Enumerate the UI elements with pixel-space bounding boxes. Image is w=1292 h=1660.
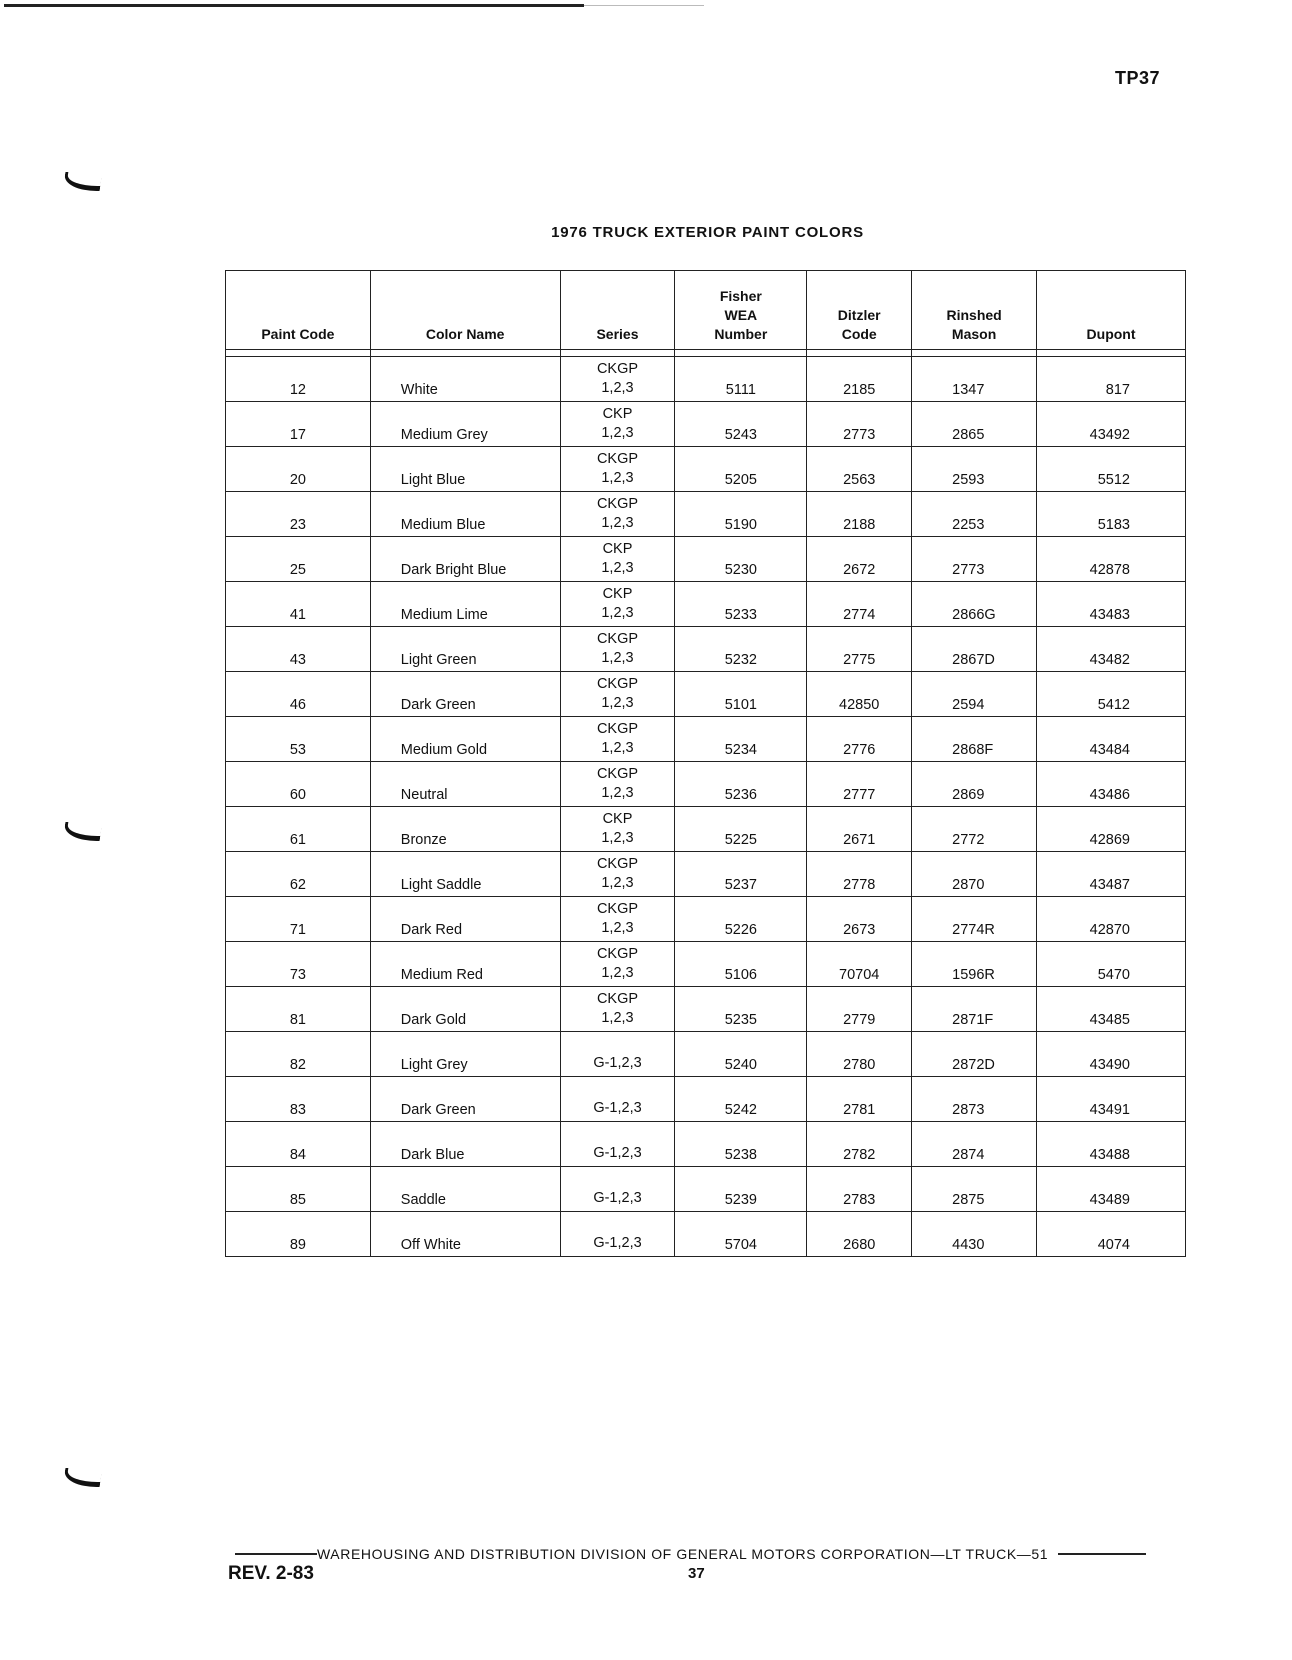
series-numbers: 1,2,3 bbox=[601, 605, 634, 621]
cell-dupont: 817 bbox=[1037, 357, 1186, 402]
cell-paint-code: 62 bbox=[226, 852, 371, 897]
top-edge-rule-faint bbox=[584, 5, 704, 6]
cell-dupont: 43485 bbox=[1037, 987, 1186, 1032]
cell-color-name: Dark Green bbox=[370, 672, 560, 717]
series-numbers: G-1,2,3 bbox=[593, 1235, 642, 1251]
cell-paint-code: 60 bbox=[226, 762, 371, 807]
cell-paint-code: 85 bbox=[226, 1167, 371, 1212]
series-numbers: 1,2,3 bbox=[601, 740, 634, 756]
series-models: CKP bbox=[602, 586, 633, 602]
cell-paint-code: 20 bbox=[226, 447, 371, 492]
cell-dupont: 5470 bbox=[1037, 942, 1186, 987]
cell-rinshed-mason: 2872D bbox=[912, 1032, 1037, 1077]
cell-dupont: 43491 bbox=[1037, 1077, 1186, 1122]
cell-ditzler-code: 70704 bbox=[807, 942, 912, 987]
header-rinshed-line1: Rinshed bbox=[946, 307, 1002, 323]
cell-series bbox=[560, 1077, 675, 1122]
header-color-name: Color Name bbox=[370, 271, 560, 350]
series-models: CKP bbox=[602, 811, 633, 827]
cell-color-name: Neutral bbox=[370, 762, 560, 807]
paint-colors-table bbox=[225, 270, 1186, 1257]
cell-series bbox=[560, 807, 675, 852]
series-numbers: G-1,2,3 bbox=[593, 1190, 642, 1206]
series-numbers: 1,2,3 bbox=[601, 785, 634, 801]
cell-rinshed-mason: 2865 bbox=[912, 402, 1037, 447]
cell-rinshed-mason: 1347 bbox=[912, 357, 1037, 402]
cell-rinshed-mason: 2866G bbox=[912, 582, 1037, 627]
cell-ditzler-code: 2776 bbox=[807, 717, 912, 762]
series-models: CKGP bbox=[596, 676, 639, 692]
cell-color-name: Dark Gold bbox=[370, 987, 560, 1032]
cell-fisher-wea-number: 5230 bbox=[675, 537, 807, 582]
footer-revision: REV. 2-83 bbox=[228, 1563, 314, 1584]
header-ditzler-line1: Ditzler bbox=[837, 307, 881, 323]
series-numbers: 1,2,3 bbox=[601, 875, 634, 891]
cell-series bbox=[560, 537, 675, 582]
cell-ditzler-code: 2780 bbox=[807, 1032, 912, 1077]
cell-series bbox=[560, 672, 675, 717]
cell-paint-code: 53 bbox=[226, 717, 371, 762]
cell-dupont: 43483 bbox=[1037, 582, 1186, 627]
cell-series bbox=[560, 762, 675, 807]
cell-paint-code: 46 bbox=[226, 672, 371, 717]
series-models: CKGP bbox=[596, 631, 639, 647]
footer-division-text: WAREHOUSING AND DISTRIBUTION DIVISION OF GENERAL MOTORS CORPORATION—LT TRUCK—51 bbox=[317, 1546, 1049, 1562]
cell-ditzler-code: 2672 bbox=[807, 537, 912, 582]
cell-paint-code: 83 bbox=[226, 1077, 371, 1122]
cell-rinshed-mason: 2871F bbox=[912, 987, 1037, 1032]
table-spacer-row bbox=[226, 350, 1186, 357]
cell-dupont: 43492 bbox=[1037, 402, 1186, 447]
header-fisher-wea-number bbox=[675, 271, 807, 350]
cell-dupont: 43487 bbox=[1037, 852, 1186, 897]
cell-ditzler-code: 2185 bbox=[807, 357, 912, 402]
cell-fisher-wea-number: 5106 bbox=[675, 942, 807, 987]
cell-ditzler-code: 2680 bbox=[807, 1212, 912, 1257]
series-models: CKGP bbox=[596, 991, 639, 1007]
cell-rinshed-mason: 2594 bbox=[912, 672, 1037, 717]
table-row bbox=[226, 717, 1186, 762]
cell-color-name: Light Blue bbox=[370, 447, 560, 492]
cell-series bbox=[560, 492, 675, 537]
table-row bbox=[226, 627, 1186, 672]
cell-rinshed-mason: 2875 bbox=[912, 1167, 1037, 1212]
cell-fisher-wea-number: 5242 bbox=[675, 1077, 807, 1122]
header-series: Series bbox=[560, 271, 675, 350]
cell-series bbox=[560, 987, 675, 1032]
series-models: CKGP bbox=[596, 766, 639, 782]
series-models: CKGP bbox=[596, 946, 639, 962]
cell-ditzler-code: 2783 bbox=[807, 1167, 912, 1212]
table-row bbox=[226, 942, 1186, 987]
cell-paint-code: 82 bbox=[226, 1032, 371, 1077]
cell-color-name: Light Saddle bbox=[370, 852, 560, 897]
cell-rinshed-mason: 2772 bbox=[912, 807, 1037, 852]
cell-dupont: 43489 bbox=[1037, 1167, 1186, 1212]
header-paint-code: Paint Code bbox=[226, 271, 371, 350]
cell-series bbox=[560, 1212, 675, 1257]
cell-fisher-wea-number: 5704 bbox=[675, 1212, 807, 1257]
cell-fisher-wea-number: 5225 bbox=[675, 807, 807, 852]
series-numbers: 1,2,3 bbox=[601, 1010, 634, 1026]
cell-rinshed-mason: 1596R bbox=[912, 942, 1037, 987]
cell-color-name: Dark Red bbox=[370, 897, 560, 942]
table-row bbox=[226, 1122, 1186, 1167]
cell-series bbox=[560, 852, 675, 897]
table-row bbox=[226, 1077, 1186, 1122]
cell-dupont: 42869 bbox=[1037, 807, 1186, 852]
cell-dupont: 43490 bbox=[1037, 1032, 1186, 1077]
table-row bbox=[226, 492, 1186, 537]
cell-fisher-wea-number: 5190 bbox=[675, 492, 807, 537]
table-row bbox=[226, 537, 1186, 582]
series-numbers: 1,2,3 bbox=[601, 695, 634, 711]
cell-paint-code: 71 bbox=[226, 897, 371, 942]
table-header-row bbox=[226, 271, 1186, 350]
table-row bbox=[226, 987, 1186, 1032]
cell-paint-code: 61 bbox=[226, 807, 371, 852]
header-dupont: Dupont bbox=[1037, 271, 1186, 350]
cell-ditzler-code: 2778 bbox=[807, 852, 912, 897]
cell-ditzler-code: 2188 bbox=[807, 492, 912, 537]
cell-ditzler-code: 2779 bbox=[807, 987, 912, 1032]
cell-rinshed-mason: 2870 bbox=[912, 852, 1037, 897]
series-models: CKGP bbox=[596, 361, 639, 377]
cell-color-name: Medium Blue bbox=[370, 492, 560, 537]
cell-ditzler-code: 2673 bbox=[807, 897, 912, 942]
cell-dupont: 43486 bbox=[1037, 762, 1186, 807]
header-ditzler-code bbox=[807, 271, 912, 350]
series-numbers: 1,2,3 bbox=[601, 380, 634, 396]
cell-color-name: Dark Green bbox=[370, 1077, 560, 1122]
cell-dupont: 42870 bbox=[1037, 897, 1186, 942]
page-id: TP37 bbox=[1115, 68, 1161, 88]
cell-ditzler-code: 2671 bbox=[807, 807, 912, 852]
cell-rinshed-mason: 2869 bbox=[912, 762, 1037, 807]
cell-color-name: Medium Lime bbox=[370, 582, 560, 627]
cell-rinshed-mason: 2873 bbox=[912, 1077, 1037, 1122]
cell-color-name: Light Grey bbox=[370, 1032, 560, 1077]
cell-fisher-wea-number: 5101 bbox=[675, 672, 807, 717]
cell-dupont: 43488 bbox=[1037, 1122, 1186, 1167]
header-fisher-line2: WEA bbox=[724, 307, 758, 323]
cell-color-name: Dark Blue bbox=[370, 1122, 560, 1167]
cell-paint-code: 12 bbox=[226, 357, 371, 402]
cell-ditzler-code: 2563 bbox=[807, 447, 912, 492]
cell-ditzler-code: 42850 bbox=[807, 672, 912, 717]
cell-ditzler-code: 2773 bbox=[807, 402, 912, 447]
series-numbers: 1,2,3 bbox=[601, 830, 634, 846]
series-numbers: 1,2,3 bbox=[601, 515, 634, 531]
table-row bbox=[226, 807, 1186, 852]
table-row bbox=[226, 897, 1186, 942]
footer-division-line bbox=[235, 1546, 1185, 1562]
cell-dupont: 4074 bbox=[1037, 1212, 1186, 1257]
series-numbers: 1,2,3 bbox=[601, 650, 634, 666]
cell-ditzler-code: 2782 bbox=[807, 1122, 912, 1167]
cell-rinshed-mason: 2773 bbox=[912, 537, 1037, 582]
series-numbers: 1,2,3 bbox=[601, 920, 634, 936]
footer-page-number: 37 bbox=[688, 1565, 705, 1582]
cell-paint-code: 17 bbox=[226, 402, 371, 447]
series-models: CKGP bbox=[596, 721, 639, 737]
cell-paint-code: 81 bbox=[226, 987, 371, 1032]
binder-punch-mark bbox=[63, 822, 103, 841]
cell-series bbox=[560, 447, 675, 492]
cell-rinshed-mason: 2593 bbox=[912, 447, 1037, 492]
cell-color-name: Off White bbox=[370, 1212, 560, 1257]
cell-rinshed-mason: 2253 bbox=[912, 492, 1037, 537]
cell-rinshed-mason: 2774R bbox=[912, 897, 1037, 942]
cell-fisher-wea-number: 5243 bbox=[675, 402, 807, 447]
cell-color-name: Medium Red bbox=[370, 942, 560, 987]
cell-fisher-wea-number: 5111 bbox=[675, 357, 807, 402]
cell-fisher-wea-number: 5232 bbox=[675, 627, 807, 672]
cell-paint-code: 89 bbox=[226, 1212, 371, 1257]
cell-fisher-wea-number: 5205 bbox=[675, 447, 807, 492]
cell-ditzler-code: 2777 bbox=[807, 762, 912, 807]
table-row bbox=[226, 402, 1186, 447]
cell-series bbox=[560, 717, 675, 762]
binder-punch-mark bbox=[63, 1468, 103, 1487]
header-fisher-line3: Number bbox=[714, 326, 768, 342]
cell-fisher-wea-number: 5238 bbox=[675, 1122, 807, 1167]
header-rinshed-mason bbox=[912, 271, 1037, 350]
table-row bbox=[226, 852, 1186, 897]
table-row bbox=[226, 762, 1186, 807]
cell-rinshed-mason: 2867D bbox=[912, 627, 1037, 672]
cell-dupont: 43482 bbox=[1037, 627, 1186, 672]
top-edge-rule bbox=[4, 4, 584, 7]
cell-series bbox=[560, 402, 675, 447]
cell-series bbox=[560, 357, 675, 402]
cell-dupont: 5183 bbox=[1037, 492, 1186, 537]
header-rinshed-line2: Mason bbox=[951, 326, 997, 342]
table-row bbox=[226, 1212, 1186, 1257]
footer-rule-left bbox=[235, 1553, 317, 1555]
table-row bbox=[226, 447, 1186, 492]
cell-paint-code: 43 bbox=[226, 627, 371, 672]
table-row bbox=[226, 1032, 1186, 1077]
cell-series bbox=[560, 627, 675, 672]
cell-series bbox=[560, 897, 675, 942]
cell-dupont: 43484 bbox=[1037, 717, 1186, 762]
cell-series bbox=[560, 1032, 675, 1077]
cell-fisher-wea-number: 5226 bbox=[675, 897, 807, 942]
cell-ditzler-code: 2775 bbox=[807, 627, 912, 672]
document-title: 1976 TRUCK EXTERIOR PAINT COLORS bbox=[551, 224, 864, 241]
cell-fisher-wea-number: 5235 bbox=[675, 987, 807, 1032]
cell-color-name: Medium Gold bbox=[370, 717, 560, 762]
table-row bbox=[226, 582, 1186, 627]
series-numbers: G-1,2,3 bbox=[593, 1055, 642, 1071]
cell-ditzler-code: 2781 bbox=[807, 1077, 912, 1122]
cell-dupont: 5412 bbox=[1037, 672, 1186, 717]
series-numbers: G-1,2,3 bbox=[593, 1100, 642, 1116]
table-row bbox=[226, 672, 1186, 717]
cell-series bbox=[560, 1167, 675, 1212]
cell-color-name: White bbox=[370, 357, 560, 402]
cell-rinshed-mason: 4430 bbox=[912, 1212, 1037, 1257]
cell-color-name: Saddle bbox=[370, 1167, 560, 1212]
series-models: CKGP bbox=[596, 901, 639, 917]
header-fisher-line1: Fisher bbox=[719, 288, 762, 304]
cell-color-name: Light Green bbox=[370, 627, 560, 672]
series-models: CKP bbox=[602, 541, 633, 557]
cell-fisher-wea-number: 5233 bbox=[675, 582, 807, 627]
cell-paint-code: 25 bbox=[226, 537, 371, 582]
cell-fisher-wea-number: 5234 bbox=[675, 717, 807, 762]
cell-series bbox=[560, 582, 675, 627]
series-models: CKP bbox=[602, 406, 633, 422]
series-numbers: 1,2,3 bbox=[601, 470, 634, 486]
header-ditzler-line2: Code bbox=[841, 326, 877, 342]
cell-ditzler-code: 2774 bbox=[807, 582, 912, 627]
series-numbers: 1,2,3 bbox=[601, 425, 634, 441]
series-models: CKGP bbox=[596, 856, 639, 872]
table-row bbox=[226, 1167, 1186, 1212]
series-numbers: 1,2,3 bbox=[601, 965, 634, 981]
cell-paint-code: 23 bbox=[226, 492, 371, 537]
series-numbers: G-1,2,3 bbox=[593, 1145, 642, 1161]
cell-dupont: 42878 bbox=[1037, 537, 1186, 582]
cell-fisher-wea-number: 5239 bbox=[675, 1167, 807, 1212]
cell-color-name: Medium Grey bbox=[370, 402, 560, 447]
series-models: CKGP bbox=[596, 496, 639, 512]
cell-color-name: Bronze bbox=[370, 807, 560, 852]
cell-series bbox=[560, 1122, 675, 1167]
cell-paint-code: 41 bbox=[226, 582, 371, 627]
cell-fisher-wea-number: 5240 bbox=[675, 1032, 807, 1077]
cell-fisher-wea-number: 5237 bbox=[675, 852, 807, 897]
table-row bbox=[226, 357, 1186, 402]
series-numbers: 1,2,3 bbox=[601, 560, 634, 576]
cell-rinshed-mason: 2868F bbox=[912, 717, 1037, 762]
cell-fisher-wea-number: 5236 bbox=[675, 762, 807, 807]
cell-series bbox=[560, 942, 675, 987]
cell-paint-code: 84 bbox=[226, 1122, 371, 1167]
series-models: CKGP bbox=[596, 451, 639, 467]
binder-punch-mark bbox=[63, 172, 103, 191]
footer-rule-right bbox=[1058, 1553, 1146, 1555]
cell-color-name: Dark Bright Blue bbox=[370, 537, 560, 582]
cell-dupont: 5512 bbox=[1037, 447, 1186, 492]
cell-paint-code: 73 bbox=[226, 942, 371, 987]
cell-rinshed-mason: 2874 bbox=[912, 1122, 1037, 1167]
